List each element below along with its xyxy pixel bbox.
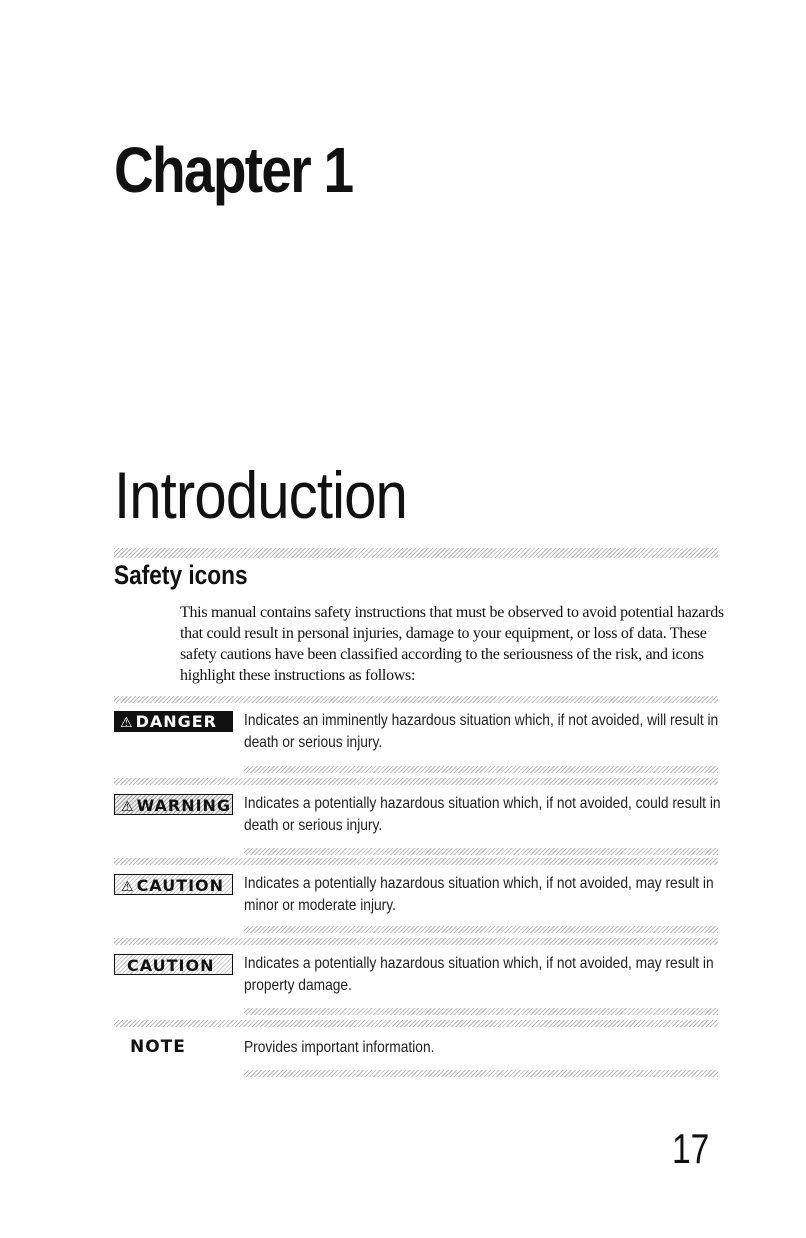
row-divider	[114, 696, 718, 703]
section-body: This manual contains safety instructions that must be observed to avoid potential hazards that could result in personal injuries, damage to your equipment, or loss of data. These safety cautions have been classified according to the seriousness of the risk, and icons highlight these instructions as follows:	[180, 604, 724, 684]
caution-injury-badge	[114, 874, 233, 895]
section-heading: Safety icons	[114, 560, 248, 590]
caution-property-badge	[114, 954, 233, 975]
warning-triangle-icon: ⚠	[121, 879, 135, 895]
warning-triangle-icon: ⚠	[120, 715, 134, 731]
row-divider	[114, 778, 718, 785]
warning-triangle-icon: ⚠	[121, 799, 135, 815]
warning-description: Indicates a potentially hazardous situation which, if not avoided, could result in death or serious injury.	[244, 795, 721, 834]
warning-badge	[114, 794, 233, 815]
row-divider	[244, 926, 718, 933]
danger-description: Indicates an imminently hazardous situation which, if not avoided, will result in death or serious injury.	[244, 712, 719, 751]
note-description: Provides important information.	[244, 1039, 435, 1056]
row-divider	[114, 1020, 718, 1027]
note-badge	[114, 1037, 233, 1058]
chapter-label: Chapter 1	[114, 134, 353, 206]
row-divider	[244, 848, 718, 855]
row-divider	[244, 1008, 718, 1015]
danger-label: DANGER	[135, 712, 217, 731]
danger-badge	[114, 711, 233, 732]
title-rule	[114, 548, 718, 558]
caution-property-label: CAUTION	[127, 956, 215, 975]
row-divider	[114, 858, 718, 865]
warning-label: WARNING	[136, 796, 232, 815]
row-divider	[244, 766, 718, 773]
caution-injury-label: CAUTION	[136, 876, 225, 895]
row-divider	[114, 938, 718, 945]
caution-injury-description: Indicates a potentially hazardous situation which, if not avoided, may result in minor or moderate injury.	[244, 875, 714, 914]
chapter-title: Introduction	[114, 458, 407, 532]
caution-property-description: Indicates a potentially hazardous situation which, if not avoided, may result in property damage.	[244, 955, 714, 994]
row-divider	[244, 1070, 718, 1077]
note-label: NOTE	[130, 1037, 186, 1057]
page-number: 17	[672, 1125, 710, 1172]
